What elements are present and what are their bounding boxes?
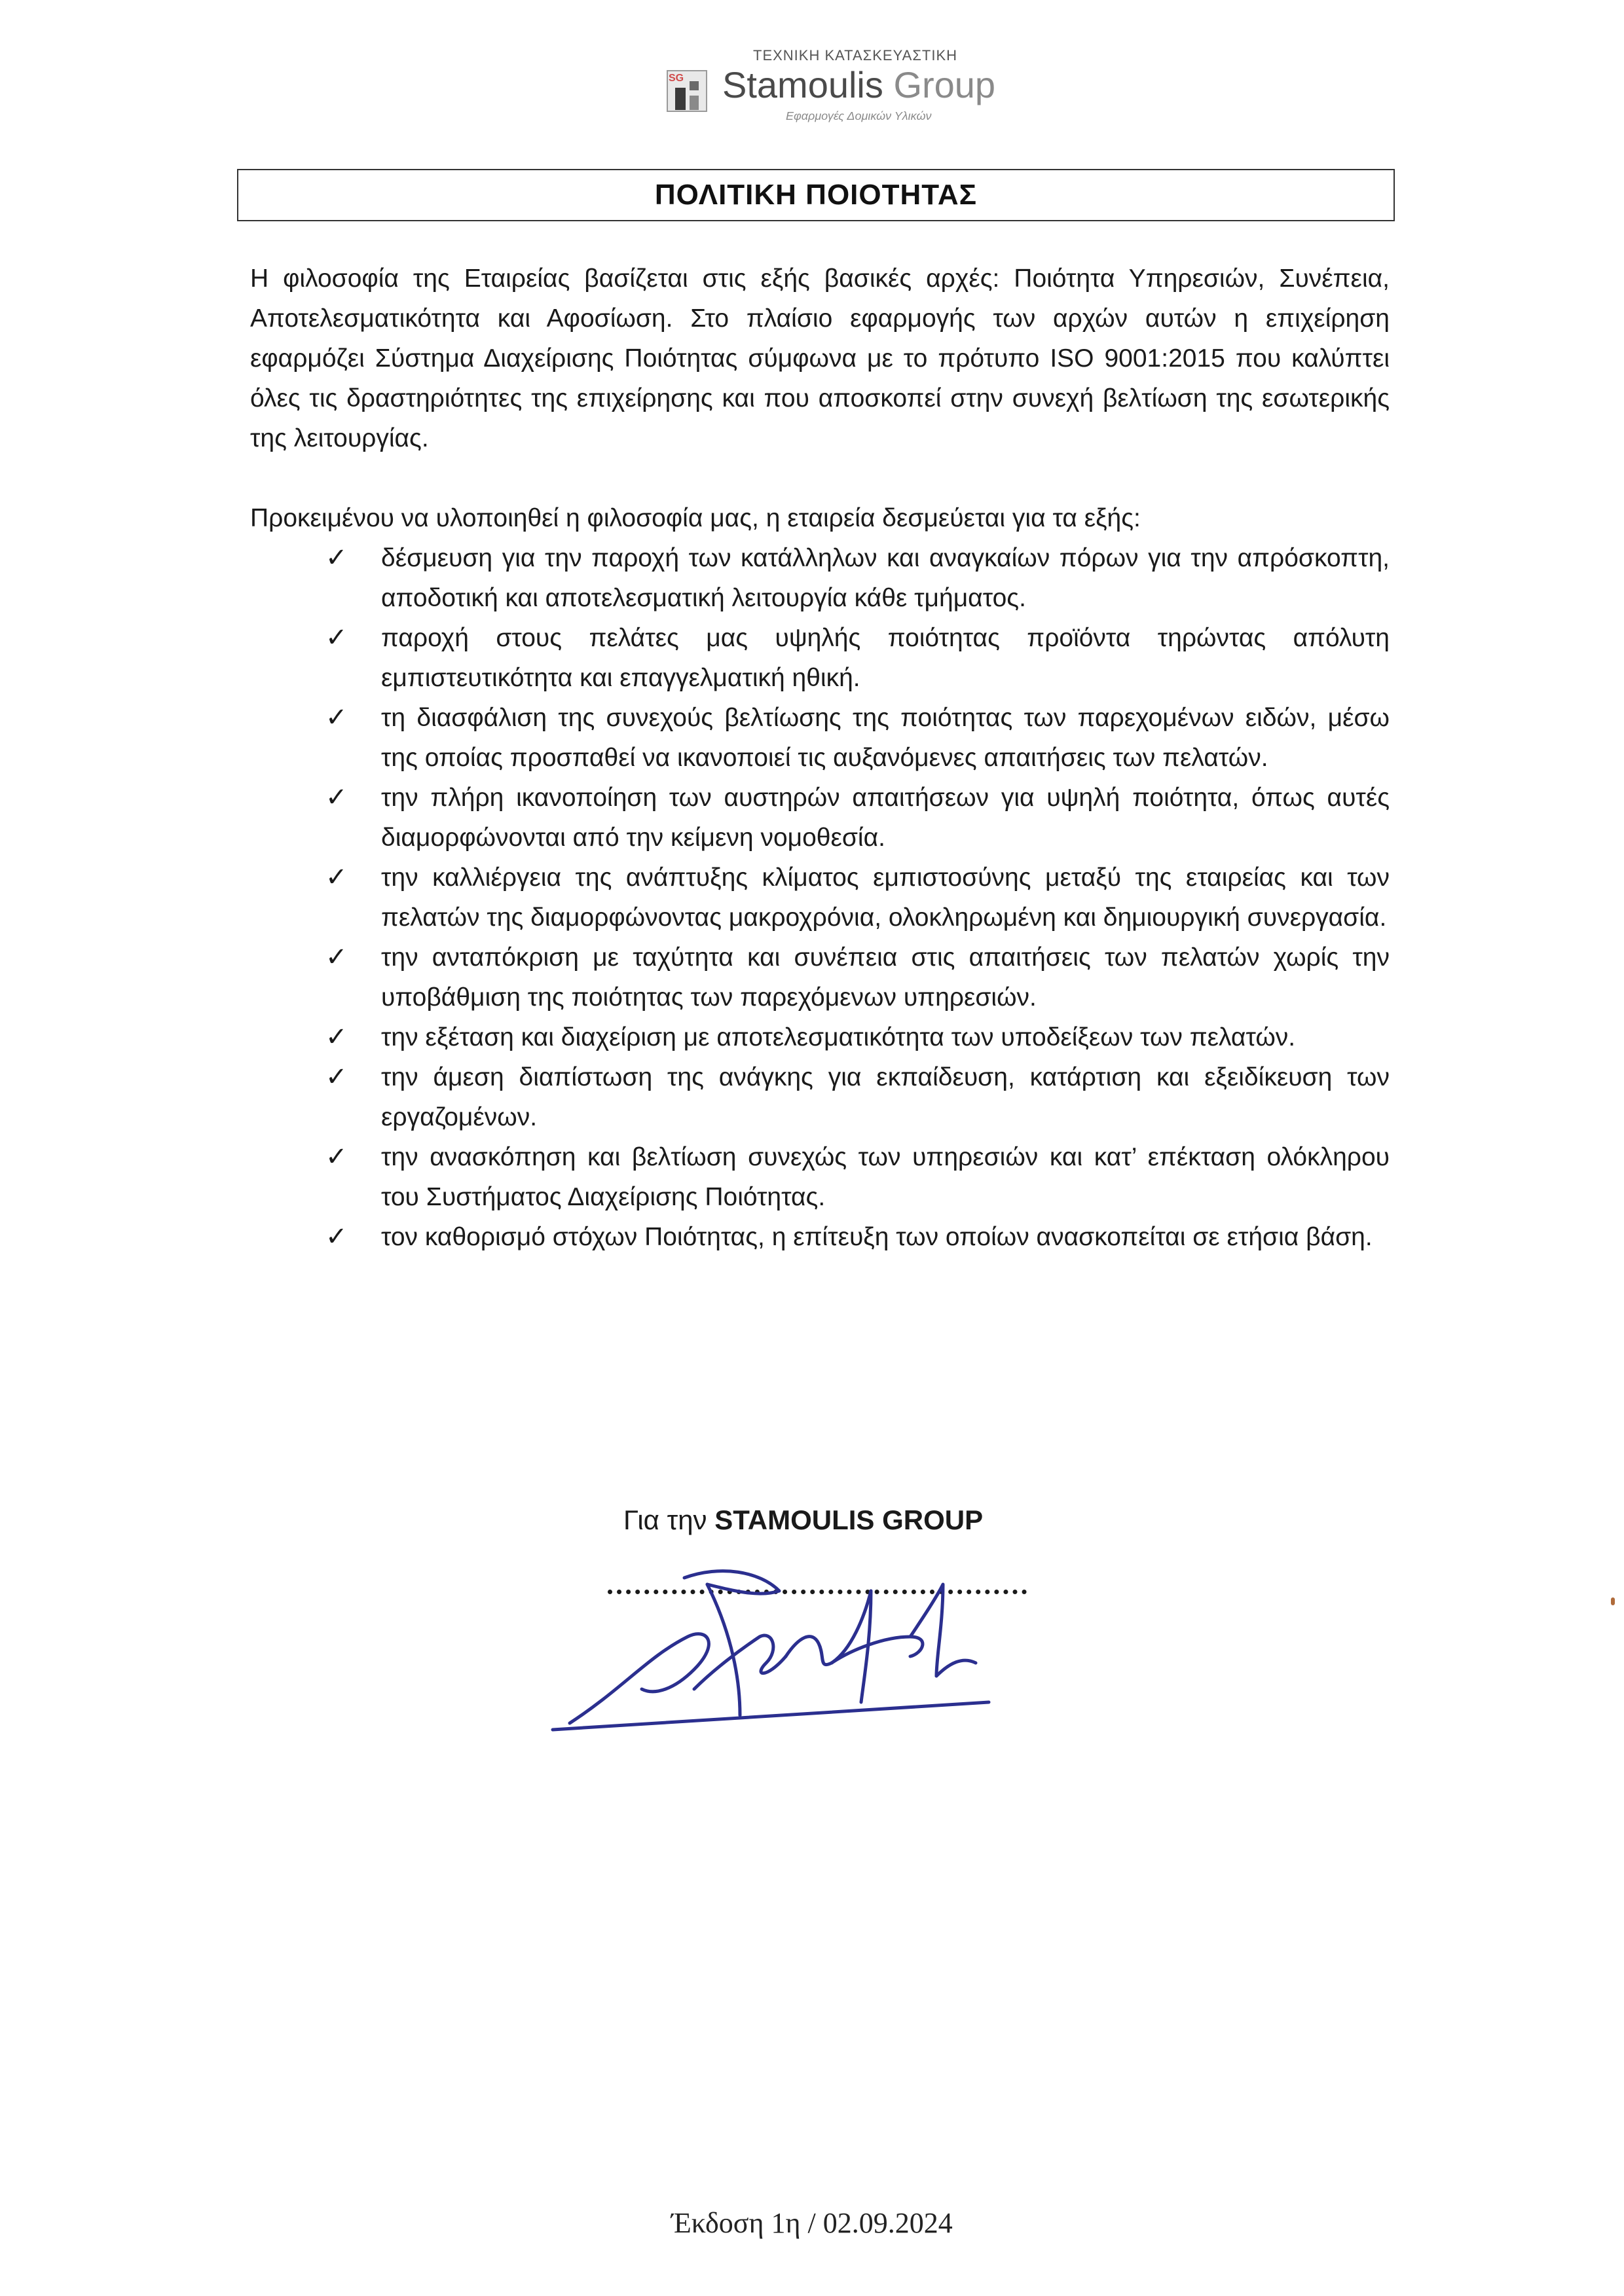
commitment-text: τον καθορισμό στόχων Ποιότητας, η επίτευξη των οποίων ανασκοπείται σε ετήσια βάση. xyxy=(381,1223,1373,1251)
commitment-text: την πλήρη ικανοποίηση των αυστηρών απαιτήσεων για υψηλή ποιότητα, όπως αυτές διαμορφώνονται από την κείμενη νομοθεσία. xyxy=(381,784,1390,852)
checkmark-icon: ✓ xyxy=(325,1142,348,1172)
handwritten-signature xyxy=(544,1539,1002,1735)
checkmark-icon: ✓ xyxy=(325,543,348,573)
commitment-text: δέσμευση για την παροχή των κατάλληλων και αναγκαίων πόρων για την απρόσκοπτη, αποδοτική και αποτελεσματική λειτουργία κάθε τμήματος. xyxy=(381,544,1390,612)
commitment-item xyxy=(250,1217,1390,1257)
commitment-text: την ανταπόκριση με ταχύτητα και συνέπεια στις απαιτήσεις των πελατών χωρίς την υποβάθμιση της ποιότητας των παρεχόμενων υπηρεσιών. xyxy=(381,943,1390,1011)
checkmark-icon: ✓ xyxy=(325,942,348,972)
commitment-item xyxy=(250,618,1390,698)
commitment-text: την καλλιέργεια της ανάπτυξης κλίματος εμπιστοσύνης μεταξύ της εταιρείας και των πελατών της διαμορφώνοντας μακροχρόνια, ολοκληρωμένη και δημιουργική συνεργασία. xyxy=(381,864,1390,932)
title-box xyxy=(237,169,1395,221)
signature-label xyxy=(623,1504,983,1536)
checkmark-icon: ✓ xyxy=(325,782,348,812)
commitment-text: παροχή στους πελάτες μας υψηλής ποιότητας προϊόντα τηρώντας απόλυτη εμπιστευτικότητα και επαγγελματική ηθική. xyxy=(381,624,1390,692)
commitment-text: τη διασφάλιση της συνεχούς βελτίωσης της ποιότητας των παρεχομένων ειδών, μέσω της οποίας προσπαθεί να ικανοποιεί τις αυξανόμενες απαιτήσεις των πελατών. xyxy=(381,704,1390,772)
page-title: ΠΟΛΙΤΙΚΗ ΠΟΙΟΤΗΤΑΣ xyxy=(654,179,978,211)
commitment-item xyxy=(250,778,1390,858)
commitment-item xyxy=(250,1137,1390,1217)
commitment-item xyxy=(250,1057,1390,1137)
checkmark-icon: ✓ xyxy=(325,1222,348,1252)
commitment-text: την άμεση διαπίστωση της ανάγκης για εκπαίδευση, κατάρτιση και εξειδίκευση των εργαζομένων. xyxy=(381,1063,1390,1131)
commitment-item xyxy=(250,938,1390,1017)
policy-content xyxy=(250,259,1390,1257)
commitment-text: την εξέταση και διαχείριση με αποτελεσματικότητα των υποδείξεων των πελατών. xyxy=(381,1023,1296,1051)
logo-building-icon xyxy=(665,62,718,115)
logo-brand-secondary: Group xyxy=(893,64,996,105)
logo-subtitle: Εφαρμογές Δομικών Υλικών xyxy=(786,109,932,122)
commitments-list xyxy=(250,538,1390,1257)
commitment-item xyxy=(250,858,1390,938)
commitment-item xyxy=(250,538,1390,618)
checkmark-icon: ✓ xyxy=(325,1022,348,1052)
logo-brand-name xyxy=(722,64,995,106)
scan-speck xyxy=(1611,1597,1615,1605)
logo-tagline-top: ΤΕΧΝΙΚΗ ΚΑΤΑΣΚΕΥΑΣΤΙΚΗ xyxy=(753,47,958,64)
commitment-item xyxy=(250,698,1390,778)
signature-prefix: Για την xyxy=(623,1504,707,1535)
signature-company: STAMOULIS GROUP xyxy=(714,1504,984,1535)
logo-brand-primary: Stamoulis xyxy=(722,64,883,105)
checkmark-icon: ✓ xyxy=(325,702,348,733)
logo-mark-text: SG xyxy=(669,73,684,84)
commitment-item xyxy=(250,1017,1390,1057)
company-logo xyxy=(665,47,996,126)
lead-paragraph: Προκειμένου να υλοποιηθεί η φιλοσοφία μας, η εταιρεία δεσμεύεται για τα εξής: xyxy=(250,504,1141,532)
commitment-text: την ανασκόπηση και βελτίωση συνεχώς των υπηρεσιών και κατ’ επέκταση ολόκληρου του Συστήματος Διαχείρισης Ποιότητας. xyxy=(381,1143,1390,1211)
intro-paragraph: Η φιλοσοφία της Εταιρείας βασίζεται στις εξής βασικές αρχές: Ποιότητα Υπηρεσιών, Συνέπεια, Αποτελεσματικότητα και Αφοσίωση. Στο πλαίσιο εφαρμογής των αρχών αυτών η επιχείρηση εφαρμόζει Σύστημα Διαχείρισης Ποιότητας σύμφωνα με το πρότυπο ISO 9001:2015 που καλύπτει όλες τις δραστηριότητες της επιχείρησης και που αποσκοπεί στην συνεχή βελτίωση της εσωτερικής της λειτουργίας. xyxy=(250,264,1390,452)
checkmark-icon: ✓ xyxy=(325,1062,348,1092)
checkmark-icon: ✓ xyxy=(325,623,348,653)
edition-footer: Έκδοση 1η / 02.09.2024 xyxy=(671,2207,953,2239)
checkmark-icon: ✓ xyxy=(325,862,348,892)
